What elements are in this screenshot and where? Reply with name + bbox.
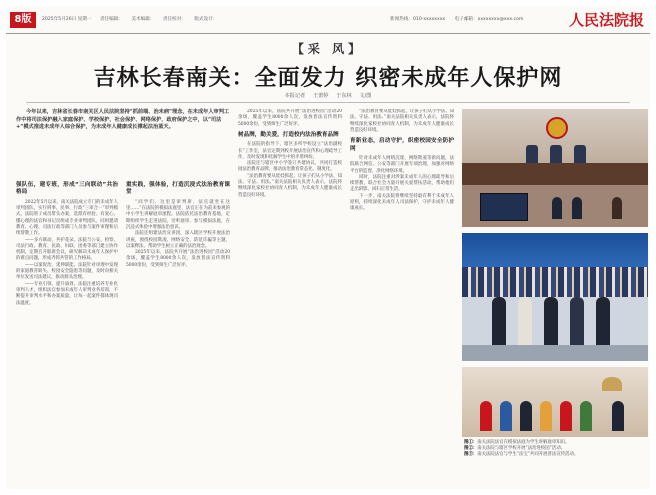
- student-figure: [612, 197, 622, 219]
- child-figure: [500, 401, 512, 431]
- caption-item: 图①：南关法院法官在模拟法庭为学生讲解庭审知识。: [464, 440, 570, 445]
- paragraph: ——多方联动，共护花朵。法院与公安、检察、司法行政、教育、民政、妇联、团委等部门建立协作机制，定期召开联席会议，研究解决未成年人保护中的难点问题，形成齐抓共管的工作格局。: [16, 237, 118, 262]
- paragraph: 法院还组建法治宣讲团，深入辖区学校开展法治讲座，围绕校园欺凌、网络安全、防范诈骗等主题，以案释法，帮助学生树立正确的法治观念。: [126, 231, 230, 249]
- article-column-2: [126, 178, 230, 484]
- lantern-decoration: [602, 377, 622, 391]
- stage-floor: [462, 345, 648, 361]
- article-column-4: [350, 109, 454, 484]
- child-figure: [560, 401, 572, 431]
- byline-part: 文/图: [359, 93, 372, 99]
- paragraph: 在法院的指导下，辖区多所学校设立“法治副校长”工作室，法官定期到校开展法治宣传和心理疏导工作，及时发现和化解学生中的矛盾纠纷。: [238, 142, 342, 160]
- child-figure: [540, 401, 552, 431]
- meta-item: 责任校对：: [162, 17, 186, 22]
- child-figure: [520, 401, 532, 431]
- paragraph: 2022年5月以来，南关法院成立专门的未成年人审判团队，实行刑事、民事、行政“三审合一”审判模式，法院班子成员带头办案，选派有经验、有爱心、懂心理的法官和书记员组成专业审判团队，同时邀请教育、心理、司法行政等部门人员参与案件审理和后续帮教工作。: [16, 199, 118, 237]
- judge-figure: [526, 145, 538, 165]
- paragraph: 2025年以来，法院共开展“法治进校园”活动20余场，覆盖学生8000余人次，发放普法宣传资料5000余份，受到师生广泛好评。: [238, 109, 342, 127]
- issue-meta-line: [42, 16, 224, 22]
- campus-event-photo: [462, 233, 648, 361]
- article-column-1: [16, 178, 118, 484]
- newspaper-page: [6, 6, 650, 489]
- courtroom-photo: [462, 109, 648, 227]
- headline-divider: [26, 102, 630, 103]
- caption-item: 图②：南关法院与辖区学校开展“法治进校园”活动。: [464, 446, 566, 452]
- newspaper-brand-logo: 人民法院报: [568, 11, 644, 29]
- meta-item: 责任编辑：: [99, 17, 123, 22]
- byline-part: 于东林: [336, 93, 352, 99]
- section-heading: 重实践，强体验，打造沉浸式法治教育课堂: [126, 182, 230, 196]
- paragraph: “同学们，这里是审判席，法官就坐在这里……”在法院的模拟法庭里，法官正在为前来参观的中小学生讲解庭审流程。法院依托法治教育基地，定期组织学生走进法院，旁听庭审、参与模拟法庭，在沉浸式体验中增强法治意识。: [126, 199, 230, 230]
- masthead: [6, 6, 650, 32]
- meta-item: 版式设计：: [194, 17, 218, 22]
- child-figure: [480, 401, 492, 431]
- monitor-screen: [480, 193, 528, 221]
- paragraph: “法治教育要从娃娃抓起，让孩子们从小学法、知法、守法、用法。”南关法院相关负责人表示，法院将继续深化家校社协同育人机制，为未成年人健康成长营造良好环境。: [350, 109, 454, 133]
- caption-item: 图③：南关法院法官与学生“法宝”共同开展普法宣传活动。: [464, 452, 579, 458]
- paragraph: 同时，法院注重对涉案未成年人的心理疏导和后续帮教，联合社会力量开展关爱帮扶活动，帮助他们走出阴影、回归正常生活。: [350, 174, 454, 193]
- photo-captions: [464, 440, 648, 459]
- article-column-3: [238, 109, 342, 484]
- section-heading: 强队伍，建专班，形成“三向联动”共治格局: [16, 182, 118, 196]
- paragraph: ——以案促治，延伸职能。法院针对审理中发现的家庭教育缺失、校园安全隐患等问题，及时向相关单位发送司法建议，推动源头治理。: [16, 262, 118, 281]
- byline-part: 本报记者: [284, 93, 306, 99]
- child-figure: [580, 401, 592, 431]
- judge-figure: [550, 145, 562, 165]
- column-label: 【采 风】: [291, 42, 365, 56]
- section-heading: 育新业态，启动守护，织密校园安全防护网: [350, 138, 454, 152]
- event-banner: [462, 233, 648, 267]
- court-emblem-icon: [546, 117, 568, 139]
- paragraph: 下一步，南关法院将继续坚持最有利于未成年人原则，持续深化未成年人司法保护，守护未成年人健康成长。: [350, 193, 454, 212]
- children-activity-photo: [462, 367, 648, 437]
- headline: 吉林长春南关：全面发力 织密未成年人保护网: [93, 66, 563, 91]
- judge-bench: [462, 163, 648, 185]
- child-figure: [612, 401, 624, 431]
- contact-item: 新闻热线：010-xxxxxxxx: [390, 17, 446, 22]
- paragraph: ——专业引领，提升质效。法院注重培养专业化审判人才，组织法官参加未成年人审判业务培训，不断提升审判水平和办案质量，让每一起案件都体现司法温度。: [16, 281, 118, 306]
- page-number-badge: 8版: [10, 12, 36, 28]
- student-figure: [572, 197, 582, 219]
- contact-item: 电子邮箱：xxxxxxxx@xxx.com: [454, 17, 524, 22]
- header-divider: [6, 33, 650, 34]
- paragraph: 2025年以来，法院共开展“法治进校园”活动20余场，覆盖学生8000余人次，发放普法宣传资料5000余份，受到师生广泛好评。: [126, 250, 230, 268]
- section-heading: 树品牌，勤关爱，打造校内法治教育品牌: [238, 131, 339, 138]
- byline: [6, 92, 650, 99]
- audience-crowd: [462, 267, 648, 297]
- meta-item: 美术编辑：: [131, 17, 155, 22]
- paragraph: 法院还与辖区中小学签订共建协议，共同打造校园法治教育品牌，推动法治教育常态化、制度化。: [238, 161, 342, 173]
- judge-figure: [574, 145, 586, 165]
- paragraph: 针对未成年人网络沉迷、网络欺凌等新问题，法院联合网信、公安等部门开展专项治理，加强对网络平台的监督，净化网络环境。: [350, 156, 454, 174]
- contact-line: [390, 16, 531, 22]
- student-figure: [552, 197, 562, 219]
- meta-item: 2025年5月26日 星期一: [42, 17, 92, 22]
- paragraph: “法治教育要从娃娃抓起，让孩子们从小学法、知法、守法、用法。”南关法院相关负责人表示，法院将继续深化家校社协同育人机制，为未成年人健康成长营造良好环境。: [238, 173, 342, 198]
- lead-paragraph: 今年以来，吉林省长春市南关区人民法院坚持“抓前端、治未病”理念，在未成年人审判工作中将司法保护融入家庭保护、学校保护、社会保护、网络保护、政府保护之中，以“司法+”模式推进未成年人综合保护，为未成年人健康成长撑起法治蓝天。: [16, 109, 230, 131]
- byline-part: 王蕾婷: [312, 93, 329, 99]
